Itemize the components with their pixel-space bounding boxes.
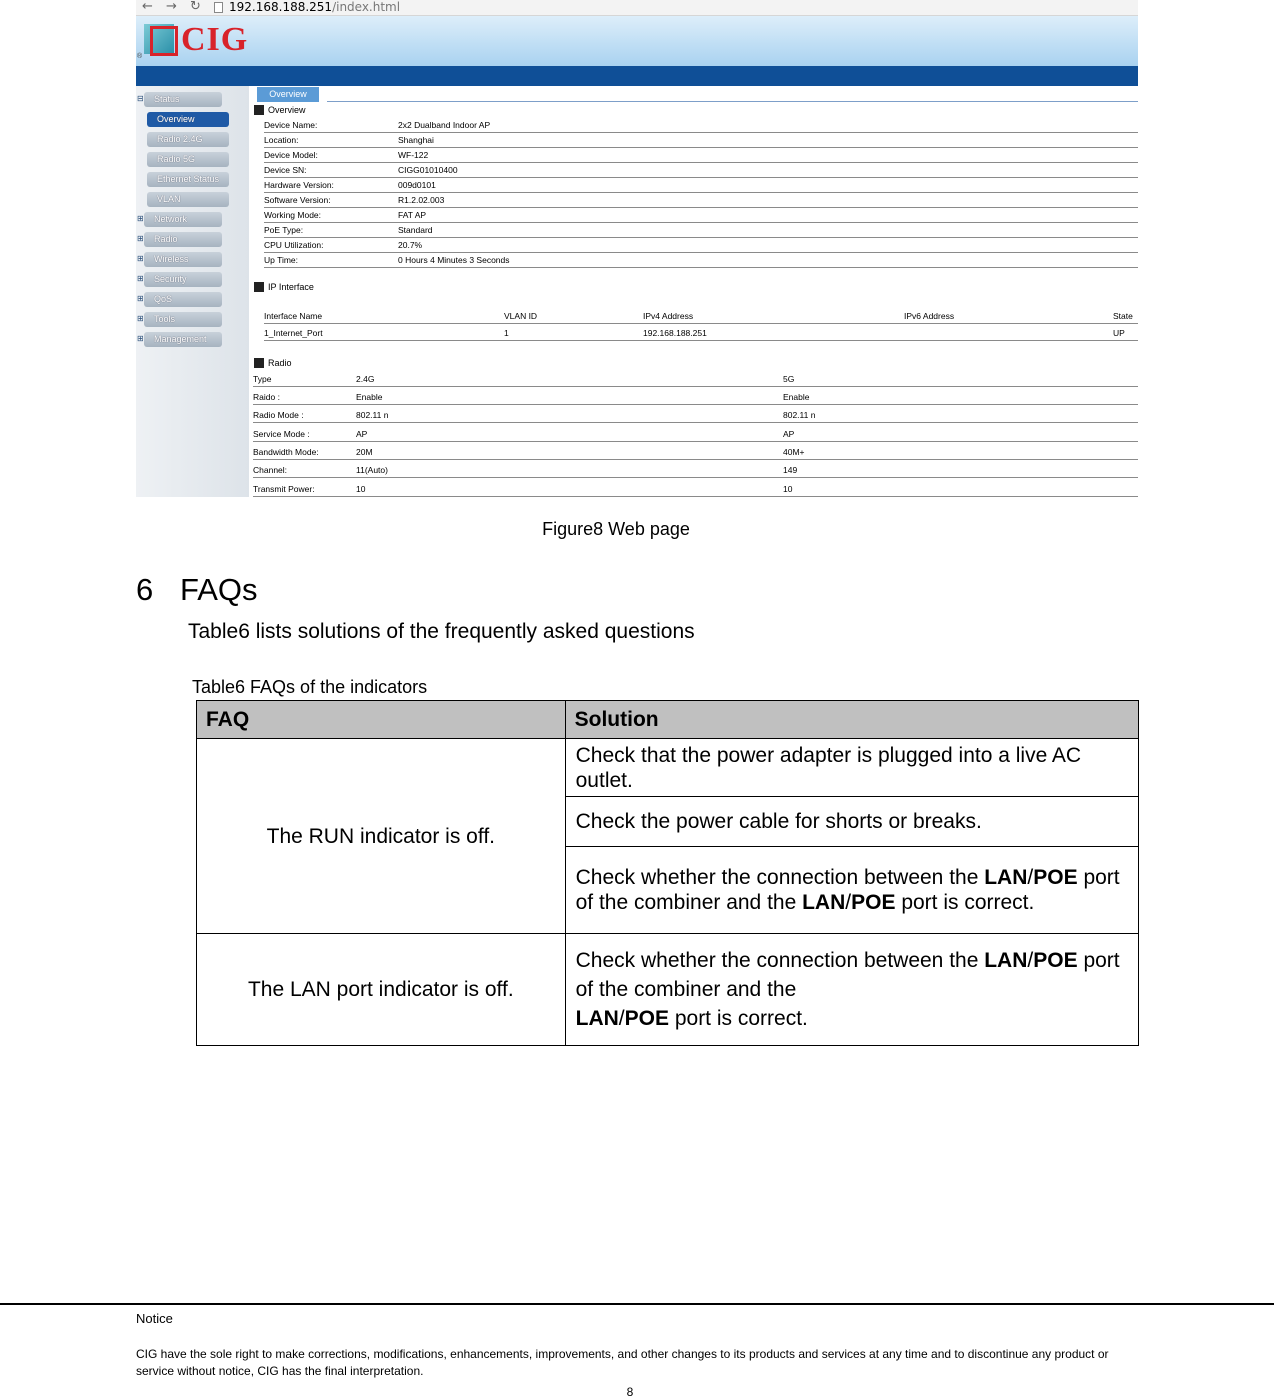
solution-cell: Check that the power adapter is plugged into a live AC outlet. bbox=[565, 739, 1138, 797]
sidebar-item-status[interactable]: Status bbox=[144, 92, 222, 107]
overview-row: PoE Type: Standard bbox=[264, 223, 1138, 238]
table-row bbox=[197, 934, 1139, 1046]
radio-row: Bandwidth Mode: 20M 40M+ bbox=[253, 445, 1138, 460]
sidebar-item-radio-2-4g[interactable]: Radio 2.4G bbox=[147, 132, 229, 147]
sidebar-item-ethernet-status[interactable]: Ethernet Status bbox=[147, 172, 229, 187]
radio-row: Service Mode : AP AP bbox=[253, 427, 1138, 442]
intro-paragraph: Table6 lists solutions of the frequently asked questions bbox=[188, 620, 695, 643]
back-arrow-icon[interactable]: ← bbox=[142, 0, 153, 14]
tab-divider bbox=[327, 101, 1138, 102]
url-path: /index.html bbox=[332, 0, 401, 14]
registered-mark: ® bbox=[137, 53, 143, 60]
url-host: 192.168.188.251 bbox=[229, 0, 333, 14]
sidebar-item-network[interactable]: Network bbox=[144, 212, 222, 227]
ip-interface-row: 1_Internet_Port 1 192.168.188.251 UP bbox=[264, 326, 1138, 341]
table-header-row bbox=[197, 701, 1139, 739]
radio-row: Radio Mode : 802.11 n 802.11 n bbox=[253, 408, 1138, 423]
solution-cell: Check whether the connection between the LAN/POE port of the combiner and the LAN/POE port is correct. bbox=[565, 847, 1138, 934]
faq-cell: The LAN port indicator is off. bbox=[197, 934, 566, 1046]
overview-row: Up Time: 0 Hours 4 Minutes 3 Seconds bbox=[264, 253, 1138, 268]
radio-row: Channel: 11(Auto) 149 bbox=[253, 463, 1138, 478]
section-title: FAQs bbox=[180, 572, 258, 607]
overview-row: Location: Shanghai bbox=[264, 133, 1138, 148]
radio-row: Raido : Enable Enable bbox=[253, 390, 1138, 405]
sidebar-item-overview[interactable]: Overview bbox=[147, 112, 229, 127]
ip-interface-header-row: Interface Name VLAN ID IPv4 Address IPv6 Address State bbox=[264, 309, 1138, 324]
solution-cell: Check whether the connection between the LAN/POE port of the combiner and the LAN/POE port is correct. bbox=[565, 934, 1138, 1046]
faq-table bbox=[196, 700, 1139, 1046]
overview-row: Device Name: 2x2 Dualband Indoor AP bbox=[264, 118, 1138, 133]
footer-notice-text: CIG have the sole right to make corrections, modifications, enhancements, improvements, and other changes to its products and services at any time and to discontinue any product or service without notice, CIG has the final interpretation. bbox=[136, 1347, 1109, 1378]
collapse-icon[interactable]: ⊟ bbox=[137, 94, 144, 103]
expand-icon[interactable]: ⊞ bbox=[137, 214, 144, 223]
reload-icon[interactable]: ↻ bbox=[190, 0, 201, 14]
content-panel bbox=[252, 86, 1138, 497]
sidebar-item-qos[interactable]: QoS bbox=[144, 292, 222, 307]
overview-row: Hardware Version: 009d0101 bbox=[264, 178, 1138, 193]
section-marker-icon bbox=[254, 358, 264, 368]
sidebar-item-tools[interactable]: Tools bbox=[144, 312, 222, 327]
sidebar-item-wireless[interactable]: Wireless bbox=[144, 252, 222, 267]
solution-cell: Check the power cable for shorts or breaks. bbox=[565, 797, 1138, 847]
figure-caption: Figure8 Web page bbox=[542, 519, 690, 539]
table-caption: Table6 FAQs of the indicators bbox=[192, 677, 428, 697]
forward-arrow-icon[interactable]: → bbox=[166, 0, 177, 14]
sidebar-item-radio-5g[interactable]: Radio 5G bbox=[147, 152, 229, 167]
tab-overview[interactable]: Overview bbox=[257, 87, 319, 102]
footer-divider bbox=[0, 1303, 1274, 1305]
section-marker-icon bbox=[254, 105, 264, 115]
section-number: 6 bbox=[136, 572, 154, 607]
cig-logo-text: CIG bbox=[181, 21, 249, 58]
overview-row: Software Version: R1.2.02.003 bbox=[264, 193, 1138, 208]
sidebar-item-management[interactable]: Management bbox=[144, 332, 222, 347]
radio-section-title: Radio bbox=[268, 358, 292, 368]
address-bar[interactable] bbox=[229, 0, 400, 14]
sidebar-menu bbox=[136, 86, 249, 497]
overview-section-title: Overview bbox=[268, 105, 306, 115]
header-bar bbox=[136, 66, 1138, 86]
expand-icon[interactable]: ⊞ bbox=[137, 314, 144, 323]
sidebar-item-radio[interactable]: Radio bbox=[144, 232, 222, 247]
web-ui-screenshot bbox=[136, 0, 1138, 497]
table-row bbox=[197, 739, 1139, 797]
radio-row: Transmit Power: 10 10 bbox=[253, 482, 1138, 497]
header-banner bbox=[136, 16, 1138, 66]
sidebar-item-security[interactable]: Security bbox=[144, 272, 222, 287]
radio-row: Type 2.4G 5G bbox=[253, 372, 1138, 387]
page-number: 8 bbox=[626, 1385, 634, 1399]
overview-row: Working Mode: FAT AP bbox=[264, 208, 1138, 223]
overview-row: CPU Utilization: 20.7% bbox=[264, 238, 1138, 253]
expand-icon[interactable]: ⊞ bbox=[137, 234, 144, 243]
expand-icon[interactable]: ⊞ bbox=[137, 254, 144, 263]
cig-logo-frame bbox=[150, 26, 178, 56]
browser-toolbar bbox=[136, 0, 1138, 16]
overview-row: Device SN: CIGG01010400 bbox=[264, 163, 1138, 178]
faq-cell: The RUN indicator is off. bbox=[197, 739, 566, 934]
section-marker-icon bbox=[254, 282, 264, 292]
page-icon bbox=[214, 2, 223, 13]
section-heading bbox=[136, 570, 258, 610]
ip-interface-section-title: IP Interface bbox=[268, 282, 314, 292]
overview-row: Device Model: WF-122 bbox=[264, 148, 1138, 163]
header-faq: FAQ bbox=[197, 701, 566, 739]
header-solution: Solution bbox=[565, 701, 1138, 739]
expand-icon[interactable]: ⊞ bbox=[137, 274, 144, 283]
expand-icon[interactable]: ⊞ bbox=[137, 294, 144, 303]
footer-notice-heading: Notice bbox=[136, 1311, 173, 1326]
expand-icon[interactable]: ⊞ bbox=[137, 334, 144, 343]
sidebar-item-vlan[interactable]: VLAN bbox=[147, 192, 229, 207]
